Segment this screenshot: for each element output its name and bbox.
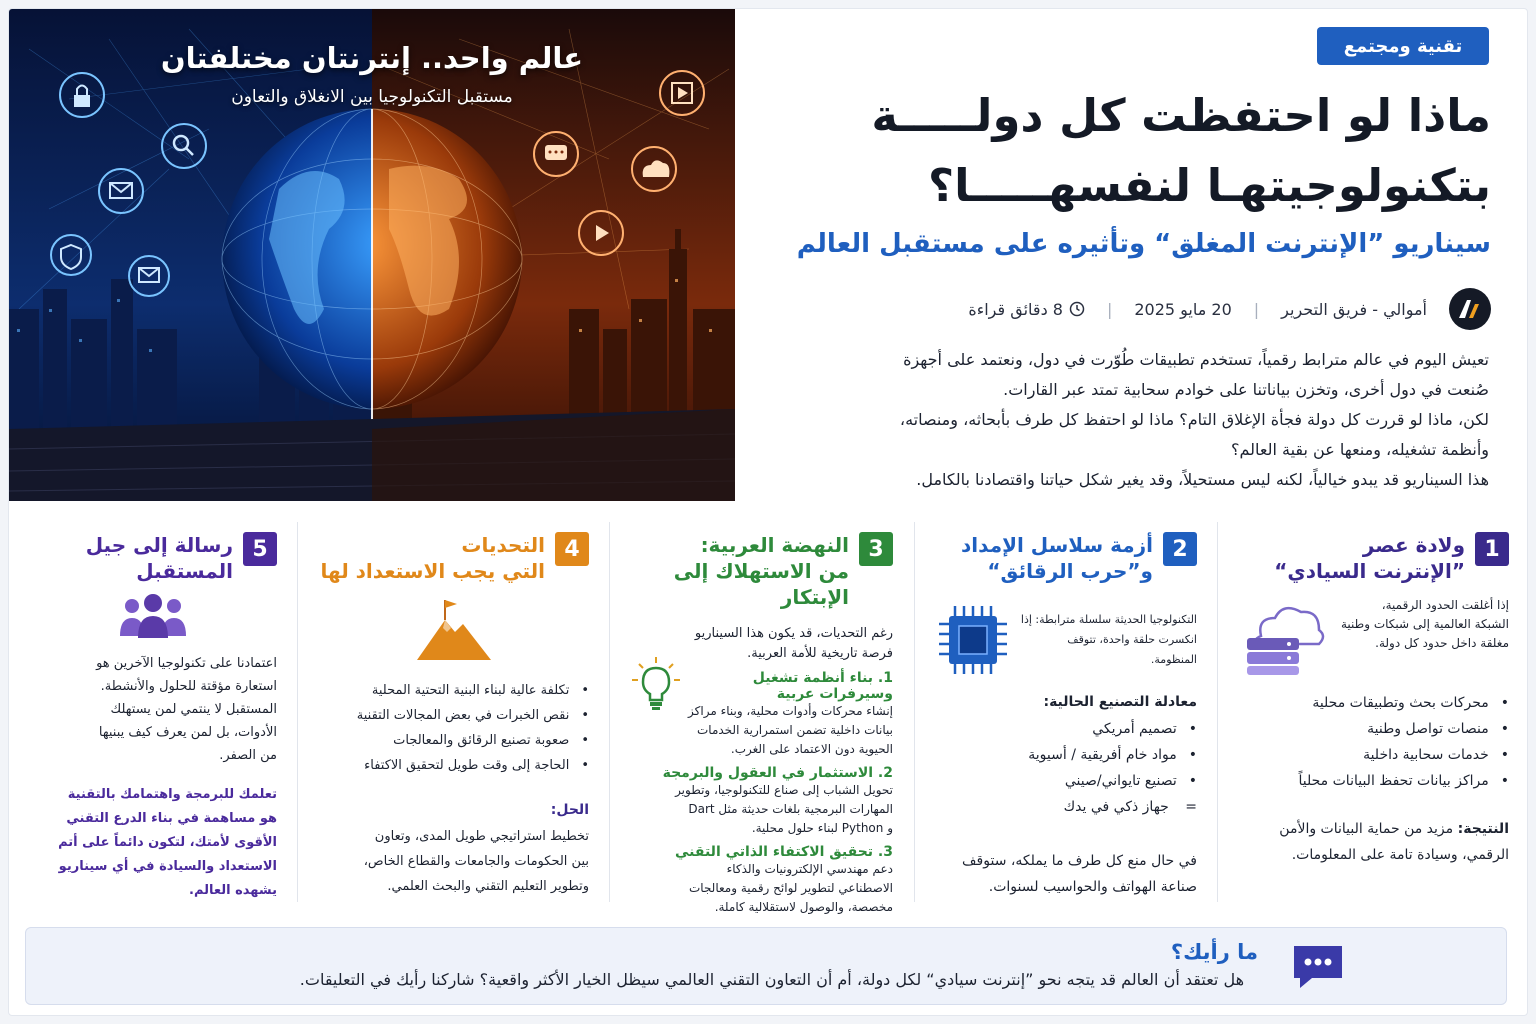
section-1-title xyxy=(1274,532,1465,584)
author-logo[interactable] xyxy=(1449,288,1491,330)
brand-logo-icon xyxy=(1457,298,1483,320)
highlight-line: الاستعداد والسيادة في أي سيناريو xyxy=(58,859,277,874)
list-item: • تصميم أمريكي xyxy=(935,716,1197,742)
author-name[interactable]: أموالي - فريق التحرير xyxy=(1281,299,1427,319)
hero-subtitle: مستقبل التكنولوجيا بين الانغلاق والتعاون xyxy=(231,87,513,107)
headline-line-2: بتكنولوجيتهـا لنفسهـــــا؟ xyxy=(927,159,1491,212)
section-2-eq-result xyxy=(935,794,1197,820)
section-2-footer-line: صناعة الهواتف والحواسيب لسنوات. xyxy=(988,879,1197,895)
section-2-text-line: التكنولوجيا الحديثة سلسلة مترابطة: إذا xyxy=(1020,613,1197,626)
lightbulb-icon xyxy=(631,656,681,712)
server-cloud-icon xyxy=(1239,596,1329,676)
section-1-result xyxy=(1239,816,1509,868)
article-meta xyxy=(789,287,1491,331)
section-1-text-line: الشبكة العالمية إلى شبكات وطنية xyxy=(1341,617,1509,631)
section-2-list xyxy=(935,716,1197,794)
comment-text: هل تعتقد أن العالم قد يتجه نحو ”إنترنت سيادي“ لكل دولة، أم أن التعاون التقني العالمي سيظل الخيار الأكثر واقعية؟ شاركنا رأيك في التعليقات. xyxy=(299,970,1244,989)
section-3-point-text xyxy=(631,781,893,838)
article-headline xyxy=(779,81,1491,221)
highlight-line: الأقوى لأمتك، لتكون دائماً على أتم xyxy=(58,835,277,850)
highlight-line: هو مساهمة في بناء الدرع التقني xyxy=(66,811,277,826)
highlight-line: يشهده العالم. xyxy=(189,883,277,898)
section-4-title xyxy=(320,532,545,584)
section-3-point-text xyxy=(631,860,893,917)
section-4-title-line: التي يجب الاستعداد لها xyxy=(320,559,545,583)
section-5-highlight xyxy=(29,783,277,903)
section-1-list xyxy=(1239,690,1509,794)
section-4-list xyxy=(319,678,589,778)
meta-separator: | xyxy=(1106,299,1113,319)
category-tag[interactable]: تقنية ومجتمع xyxy=(1317,27,1489,65)
column-divider xyxy=(297,522,298,902)
highlight-line: تعلمك للبرمجة واهتمامك بالتقنية xyxy=(67,787,277,802)
section-number-3: 3 xyxy=(859,532,893,566)
list-item: • مراكز بيانات تحفظ البيانات محلياً xyxy=(1239,768,1509,794)
result-label: النتيجة: xyxy=(1457,821,1509,837)
section-2-title-line: أزمة سلاسل الإمداد xyxy=(961,533,1153,557)
section-1-title-line: ”الإنترنت السيادي“ xyxy=(1274,559,1465,583)
section-number-5: 5 xyxy=(243,532,277,566)
sections-grid xyxy=(9,514,1528,914)
section-5 xyxy=(9,514,297,909)
section-3-point-title: 3. تحقيق الاكتفاء الذاتي التقني xyxy=(675,844,893,860)
list-item: • مواد خام أفريقية / أسيوية xyxy=(935,742,1197,768)
article-intro xyxy=(789,345,1489,495)
section-2 xyxy=(915,514,1217,909)
list-item: • تكلفة عالية لبناء البنية التحتية المحلية xyxy=(319,678,589,703)
list-item: • نقص الخبرات في بعض المجالات التقنية xyxy=(319,703,589,728)
comment-icon xyxy=(1290,942,1346,992)
hero-globe-illustration xyxy=(9,9,735,501)
section-3-title-line: النهضة العربية: xyxy=(700,533,849,557)
section-3 xyxy=(611,514,913,914)
section-5-title-line: المستقبل xyxy=(136,559,233,583)
section-4-solution xyxy=(319,824,589,899)
result-text: الرقمي، وسيادة تامة على المعلومات. xyxy=(1291,847,1509,863)
section-2-text xyxy=(1019,610,1197,670)
list-item: • تصنيع تايواني/صيني xyxy=(935,768,1197,794)
text-line: الأدوات، بل لمن يعرف كيف يبنيها xyxy=(98,725,277,740)
list-item: • منصات تواصل وطنية xyxy=(1239,716,1509,742)
section-5-title xyxy=(86,532,233,584)
section-1-text-line: إذا أغلقت الحدود الرقمية، xyxy=(1381,598,1509,612)
section-1-text-line: مغلقة داخل حدود كل دولة. xyxy=(1375,636,1509,650)
read-time-text: 8 دقائق قراءة xyxy=(968,299,1063,319)
intro-line: صُنعت في دول أخرى، وتخزن بياناتنا على خوادم سحابية تمتد عبر القارات. xyxy=(1003,380,1489,399)
eq-symbol: = xyxy=(1185,799,1197,815)
article-page xyxy=(8,8,1528,1016)
section-3-intro-line: فرصة تاريخية للأمة العربية. xyxy=(747,646,893,661)
section-1-text xyxy=(1337,596,1509,653)
text-line: من الصفر. xyxy=(219,748,277,763)
section-4-title-line: التحديات xyxy=(461,533,545,557)
hero-illustration xyxy=(9,9,735,501)
section-number-2: 2 xyxy=(1163,532,1197,566)
intro-line: تعيش اليوم في عالم مترابط رقمياً، تستخدم تطبيقات طُوّرت في دول، ونعتمد على أجهزة xyxy=(903,350,1489,369)
result-text: مزيد من حماية البيانات والأمن xyxy=(1279,821,1454,837)
article-subtitle: سيناريو ”الإنترنت المغلق“ وتأثيره على مستقبل العالم xyxy=(796,229,1491,259)
text-line: دعم مهندسي الإلكترونيات والذكاء xyxy=(726,862,893,876)
section-2-footer-line: في حال منع كل طرف ما يملكه، ستوقف xyxy=(962,853,1197,869)
section-1 xyxy=(1219,514,1528,909)
list-item: • خدمات سحابية داخلية xyxy=(1239,742,1509,768)
list-item: • محركات بحث وتطبيقات محلية xyxy=(1239,690,1509,716)
publish-date: 20 مايو 2025 xyxy=(1134,299,1232,319)
text-line: مخصصة، والوصول لاستقلالية كاملة. xyxy=(714,900,893,914)
section-4 xyxy=(299,514,609,909)
section-2-footer xyxy=(935,848,1197,900)
section-2-title xyxy=(961,532,1153,584)
section-2-title-line: و”حرب الرقائق“ xyxy=(987,559,1153,583)
comment-question: ما رأيك؟ xyxy=(1170,940,1258,964)
text-line: الاصطناعي لتطوير لوائح رقمية ومعالجات xyxy=(688,881,893,895)
solution-label: الحل: xyxy=(550,802,589,818)
text-line: اعتمادنا على تكنولوجيا الآخرين هو xyxy=(96,656,277,671)
chat-icon xyxy=(545,145,567,160)
section-3-point-title: 1. بناء أنظمة تشغيل وسيرفرات عربية xyxy=(752,670,893,702)
column-divider xyxy=(609,522,610,902)
hero-title: عالم واحد.. إنترنتان مختلفتان xyxy=(160,41,584,75)
text-line: و Python لبناء حلول محلية. xyxy=(751,821,893,835)
section-3-point-text xyxy=(687,702,893,759)
text-line: استعارة مؤقتة للحلول والأنشطة. xyxy=(100,679,277,694)
chip-icon xyxy=(935,604,1011,676)
text-line: إنشاء محركات وأدوات محلية، وبناء مراكز xyxy=(688,704,893,718)
text-line: المستقبل لا ينتمي لمن يستهلك xyxy=(110,702,277,717)
meta-separator: | xyxy=(1253,299,1260,319)
list-item: • صعوبة تصنيع الرقائق والمعالجات xyxy=(319,728,589,753)
section-5-text xyxy=(29,652,277,767)
list-item: • الحاجة إلى وقت طويل لتحقيق الاكتفاء xyxy=(319,753,589,778)
people-icon xyxy=(118,592,188,642)
headline-line-1: ماذا لو احتفظت كل دولـــــة xyxy=(871,89,1491,142)
text-line: الحيوية دون الاعتماد على الغرب. xyxy=(730,742,893,756)
clock-icon xyxy=(1069,301,1085,317)
section-3-intro-line: رغم التحديات، قد يكون هذا السيناريو xyxy=(694,626,893,641)
section-1-title-line: ولادة عصر xyxy=(1362,533,1465,557)
section-2-text-line: انكسرت حلقة واحدة، تتوقف المنظومة. xyxy=(1067,633,1197,666)
solution-line: وتطوير التعليم التقني والبحث العلمي. xyxy=(387,879,589,894)
read-time xyxy=(968,300,1085,319)
section-number-4: 4 xyxy=(555,532,589,566)
section-3-title xyxy=(631,532,849,610)
solution-line: تخطيط استراتيجي طويل المدى، وتعاون xyxy=(374,829,589,844)
text-line: بيانات داخلية تضمن استمرارية الخدمات xyxy=(697,723,893,737)
text-line: تحويل الشباب إلى صناع للتكنولوجيا، وتطوير xyxy=(675,783,893,797)
intro-line: وأنظمة تشغيله، ومنعها عن بقية العالم؟ xyxy=(1230,440,1489,459)
column-divider xyxy=(1217,522,1218,902)
section-3-title-line: من الاستهلاك إلى الإبتكار xyxy=(673,559,849,609)
section-5-title-line: رسالة إلى جيل xyxy=(85,533,233,557)
intro-line: هذا السيناريو قد يبدو خيالياً، لكنه ليس مستحيلاً، وقد يغير شكل حياتنا واقتصادنا بالكامل. xyxy=(916,470,1489,489)
text-line: المهارات البرمجية بلغات حديثة مثل Dart xyxy=(688,802,893,816)
intro-line: لكن، ماذا لو قررت كل دولة فجأة الإغلاق التام؟ ماذا لو احتفظ كل طرف بأبحاثه، ومنصاته، xyxy=(899,410,1489,429)
mountain-flag-icon xyxy=(415,598,493,662)
eq-result-text: جهاز ذكي في يدك xyxy=(1063,799,1169,815)
section-3-point-title: 2. الاستثمار في العقول والبرمجة xyxy=(662,765,893,781)
section-number-1: 1 xyxy=(1475,532,1509,566)
solution-line: بين الحكومات والجامعات والقطاع الخاص، xyxy=(363,854,589,869)
section-2-eq-label: معادلة التصنيع الحالية: xyxy=(1043,694,1197,710)
comment-prompt[interactable] xyxy=(25,927,1507,1005)
